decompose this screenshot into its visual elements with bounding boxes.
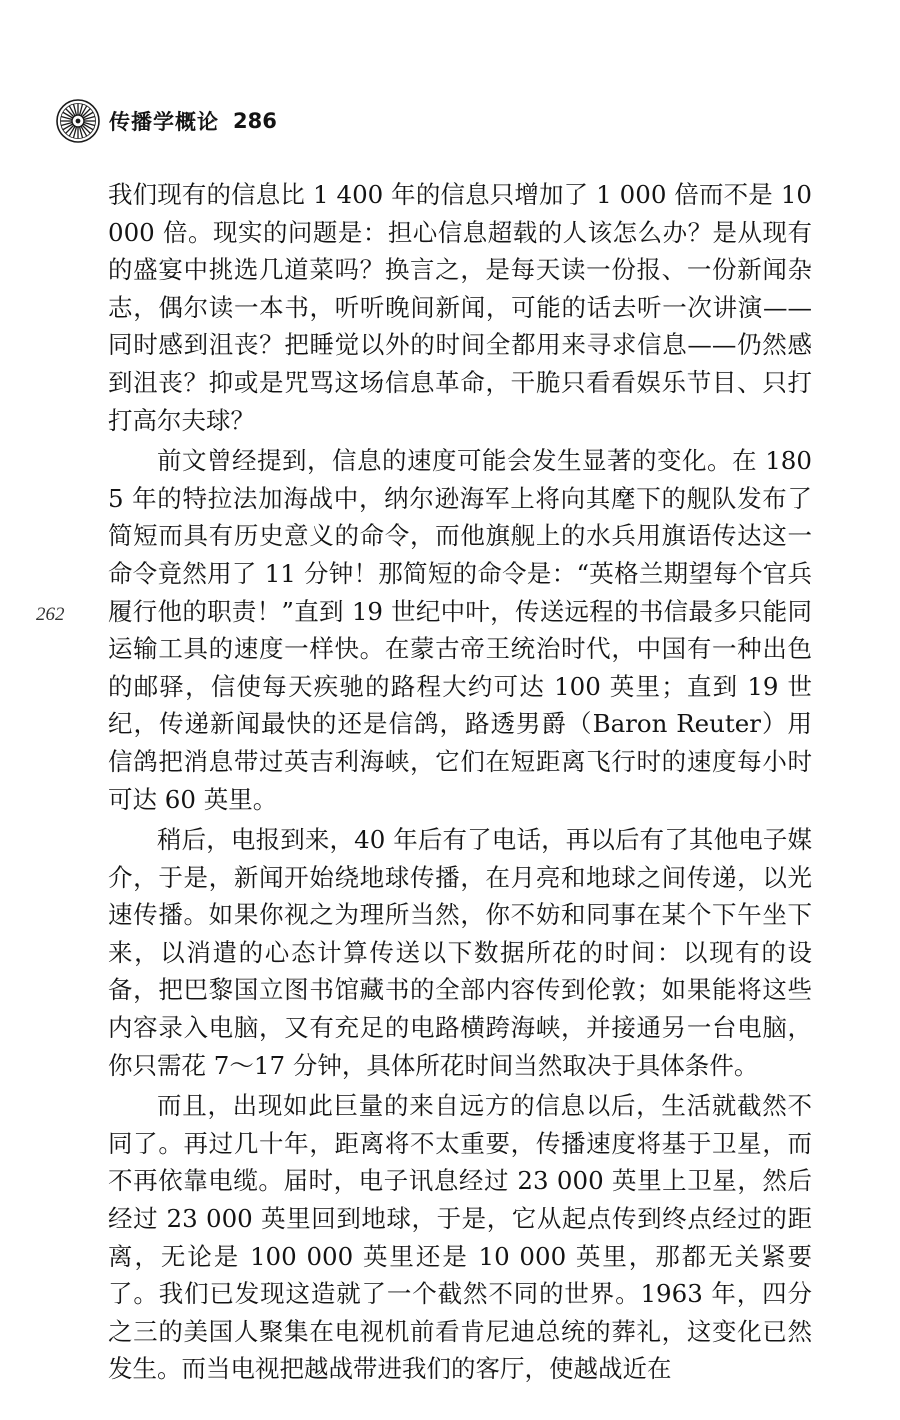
body-text xyxy=(108,176,812,1388)
paragraph-3: 稍后，电报到来，40 年后有了电话，再以后有了其他电子媒介，于是，新闻开始绕地球传播，在月亮和地球之间传递，以光速传播。如果你视之为理所当然，你不妨和同事在某个下午坐下来，以消遣的心态计算传送以下数据所花的时间：以现有的设备，把巴黎国立图书馆藏书的全部内容传到伦敦；如果能将这些内容录入电脑，又有充足的电路横跨海峡，并接通另一台电脑，你只需花 7～17 分钟，具体所花时间当然取决于具体条件。 xyxy=(108,825,812,1080)
page-number: 286 xyxy=(233,109,277,133)
paragraph-4: 而且，出现如此巨量的来自远方的信息以后，生活就截然不同了。再过几十年，距离将不太重要，传播速度将基于卫星，而不再依靠电缆。届时，电子讯息经过 23 000 英里上卫星，然后经过 23 000 英里回到地球，于是，它从起点传到终点经过的距离，无论是 100 000 英里还是 10 000 英里，那都无关紧要了。我们已发现这造就了一个截然不同的世界。1963 年，四分之三的美国人聚集在电视机前看肯尼迪总统的葬礼，这变化已然发生。而当电视把越战带进我们的客厅，使越战近在 xyxy=(108,1091,812,1384)
paragraph-1: 我们现有的信息比 1 400 年的信息只增加了 1 000 倍而不是 10 000 倍。现实的问题是：担心信息超载的人该怎么办？是从现有的盛宴中挑选几道菜吗？换言之，是每天读一份报、一份新闻杂志，偶尔读一本书，听听晚间新闻，可能的话去听一次讲演——同时感到沮丧？把睡觉以外的时间全都用来寻求信息——仍然感到沮丧？抑或是咒骂这场信息革命，干脆只看看娱乐节目、只打打高尔夫球？ xyxy=(108,180,812,435)
page-header xyxy=(55,98,277,144)
dharma-wheel-emblem-icon xyxy=(55,98,101,144)
original-page-number: 262 xyxy=(36,604,65,625)
running-title: 传播学概论 xyxy=(109,110,219,134)
paragraph-2: 前文曾经提到，信息的速度可能会发生显著的变化。在 1805 年的特拉法加海战中，纳尔逊海军上将向其麾下的舰队发布了简短而具有历史意义的命令，而他旗舰上的水兵用旗语传达这一命令竟然用了 11 分钟！那简短的命令是：“英格兰期望每个官兵履行他的职责！”直到 19 世纪中叶，传送远程的书信最多只能同运输工具的速度一样快。在蒙古帝王统治时代，中国有一种出色的邮驿，信使每天疾驰的路程大约可达 100 英里；直到 19 世纪，传递新闻最快的还是信鸽，路透男爵（Baron Reuter）用信鸽把消息带过英吉利海峡，它们在短距离飞行时的速度每小时可达 60 英里。 xyxy=(108,446,812,814)
